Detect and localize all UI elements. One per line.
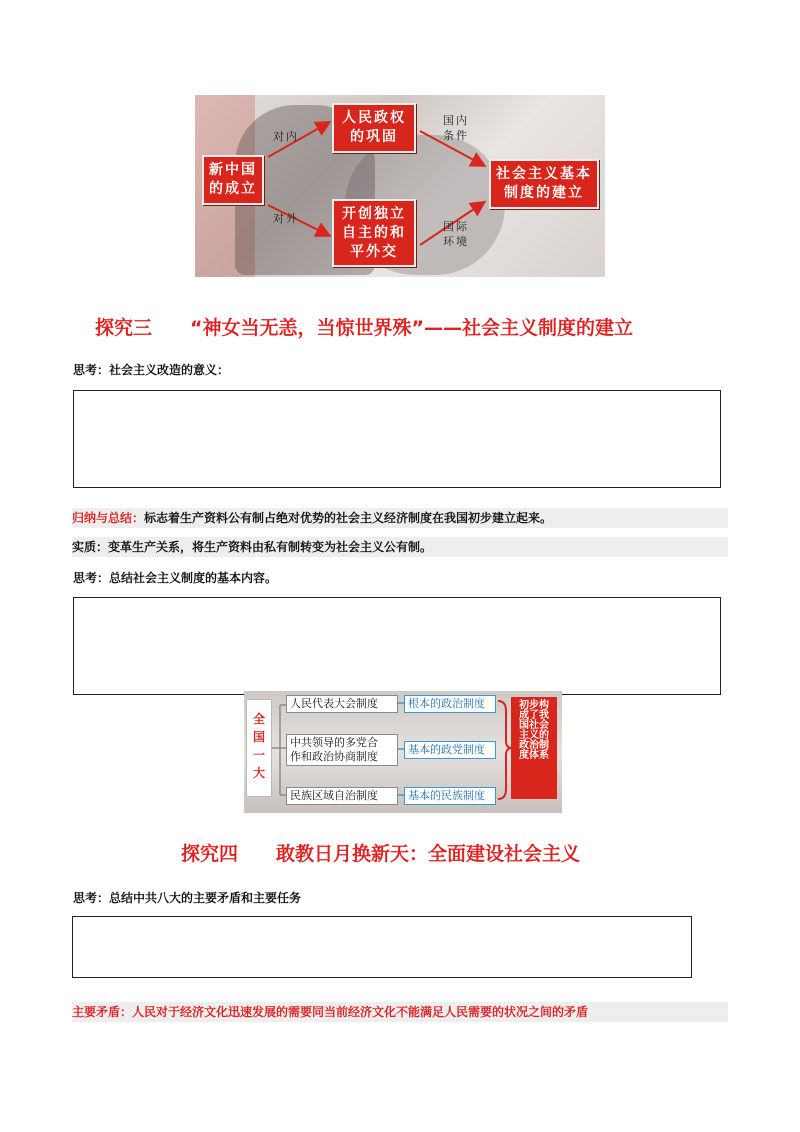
consolidation-box: 人民政权 的巩固 (332, 103, 416, 153)
first-npc-label: 全 国 一 大 (246, 699, 272, 797)
label-domestic: 对内 (273, 130, 299, 143)
political-system-summary: 初步构 成了我 国社会 主义的 政治制 度体系 (511, 697, 557, 799)
diagram-new-china-flow (195, 95, 605, 277)
regional-autonomy-box: 民族区域自治制度 (286, 787, 398, 805)
label-domestic-conditions: 国内 条件 (443, 114, 469, 142)
fundamental-political-system-box: 根本的政治制度 (404, 695, 496, 713)
main-contradiction: 主要矛盾：人民对于经济文化迅速发展的需要同当前经济文化不能满足人民需要的状况之间的矛盾 (72, 1002, 728, 1022)
label-foreign: 对外 (273, 212, 299, 225)
basic-ethnic-system-box: 基本的民族制度 (404, 787, 496, 805)
section4-title: 探究四 敢教日月换新天：全面建设社会主义 (181, 843, 581, 865)
summary-line (72, 508, 728, 528)
basic-party-system-box: 基本的政党制度 (404, 741, 496, 759)
cpc-multiparty-system-box: 中共领导的多党合 作和政治协商制度 (286, 734, 398, 766)
socialism-box: 社会主义基本 制度的建立 (489, 159, 599, 209)
npc-system-box: 人民代表大会制度 (286, 695, 398, 713)
diagram-political-systems (244, 691, 562, 813)
diplomacy-box: 开创独立 自主的和 平外交 (332, 199, 416, 267)
summary-label: 归纳与总结： (72, 511, 145, 525)
summary-text: 标志着生产资料公有制占绝对优势的社会主义经济制度在我国初步建立起来。 (144, 511, 553, 525)
answer-box-2[interactable] (73, 597, 721, 695)
answer-box-3[interactable] (72, 916, 692, 978)
essence-line: 实质：变革生产关系，将生产资料由私有制转变为社会主义公有制。 (72, 537, 728, 557)
think-question-2: 思考：总结社会主义制度的基本内容。 (73, 571, 278, 585)
new-china-box: 新中国 的成立 (202, 155, 264, 205)
section3-title: 探究三 “神女当无恙，当惊世界殊”——社会主义制度的建立 (95, 317, 633, 339)
think-question-1: 思考：社会主义改造的意义： (73, 363, 230, 377)
answer-box-1[interactable] (73, 390, 721, 488)
label-international-environment: 国际 环境 (443, 220, 469, 248)
think-question-3: 思考：总结中共八大的主要矛盾和主要任务 (73, 891, 302, 905)
